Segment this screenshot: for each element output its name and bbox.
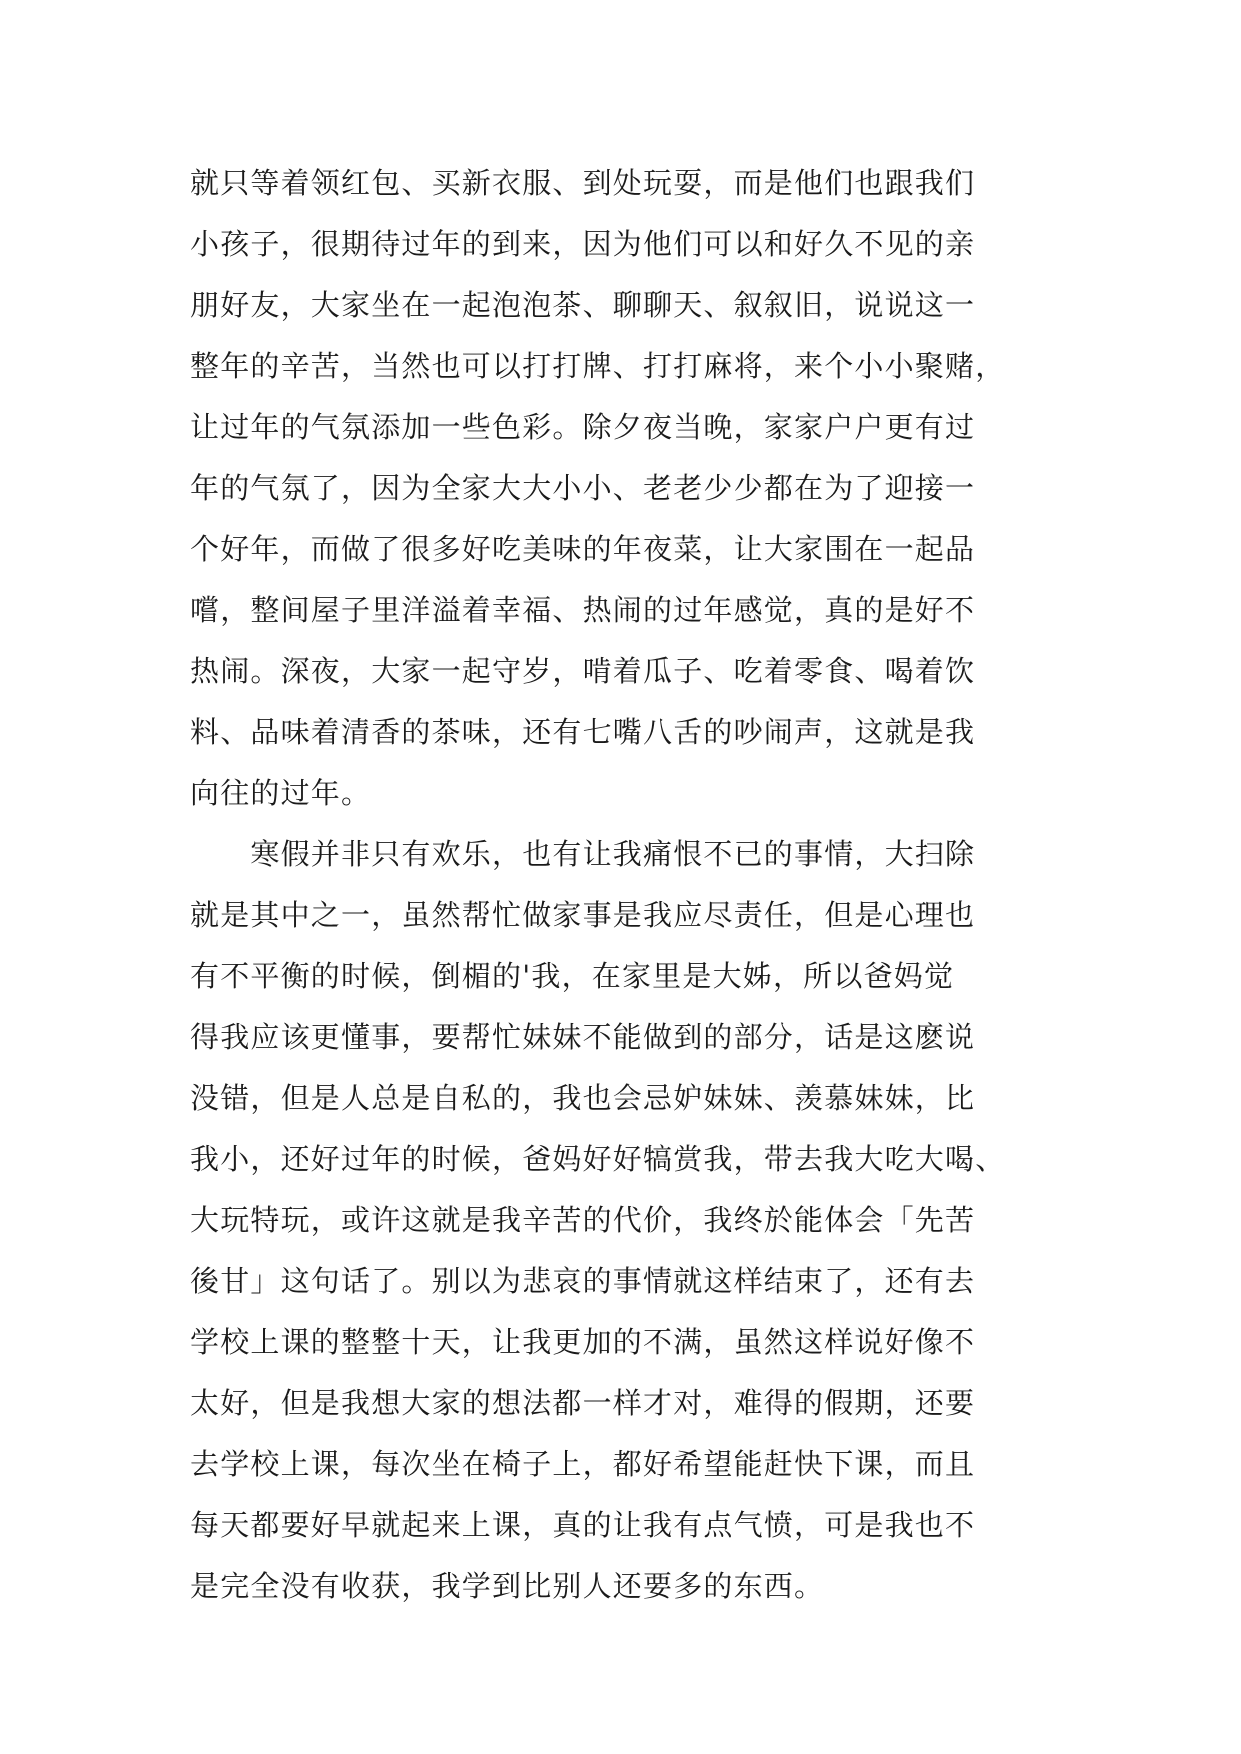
text-line: 个好年，而做了很多好吃美味的年夜菜，让大家围在一起品 bbox=[190, 532, 976, 566]
text-line: 嚐，整间屋子里洋溢着幸福、热闹的过年感觉，真的是好不 bbox=[190, 593, 976, 627]
text-line: 朋好友，大家坐在一起泡泡茶、聊聊天、叙叙旧，说说这一 bbox=[190, 288, 976, 322]
text-line: 热闹。深夜，大家一起守岁，啃着瓜子、吃着零食、喝着饮 bbox=[190, 654, 976, 688]
text-line: 向往的过年。 bbox=[190, 776, 372, 810]
text-line: 年的气氛了，因为全家大大小小、老老少少都在为了迎接一 bbox=[190, 471, 976, 505]
text-line: 我小，还好过年的时候，爸妈好好犒赏我，带去我大吃大喝、 bbox=[190, 1142, 1006, 1176]
text-line: 就只等着领红包、买新衣服、到处玩耍，而是他们也跟我们 bbox=[190, 166, 976, 200]
text-line: 去学校上课，每次坐在椅子上，都好希望能赶快下课，而且 bbox=[190, 1447, 976, 1481]
text-line: 是完全没有收获，我学到比别人还要多的东西。 bbox=[190, 1569, 825, 1603]
body-text bbox=[190, 153, 1060, 1617]
text-line: 整年的辛苦，当然也可以打打牌、打打麻将，来个小小聚赌， bbox=[190, 349, 1006, 383]
text-line: 就是其中之一，虽然帮忙做家事是我应尽责任，但是心理也 bbox=[190, 898, 976, 932]
text-line: 後甘」这句话了。别以为悲哀的事情就这样结束了，还有去 bbox=[190, 1264, 976, 1298]
text-line: 寒假并非只有欢乐，也有让我痛恨不已的事情，大扫除 bbox=[190, 837, 976, 871]
text-line: 得我应该更懂事，要帮忙妹妹不能做到的部分，话是这麽说 bbox=[190, 1020, 976, 1054]
text-line: 学校上课的整整十天，让我更加的不满，虽然这样说好像不 bbox=[190, 1325, 976, 1359]
text-line: 大玩特玩，或许这就是我辛苦的代价，我终於能体会「先苦 bbox=[190, 1203, 976, 1237]
text-line: 太好，但是我想大家的想法都一样才对，难得的假期，还要 bbox=[190, 1386, 976, 1420]
text-line: 料、品味着清香的茶味，还有七嘴八舌的吵闹声，这就是我 bbox=[190, 715, 976, 749]
text-line: 每天都要好早就起来上课，真的让我有点气愤，可是我也不 bbox=[190, 1508, 976, 1542]
text-line: 没错，但是人总是自私的，我也会忌妒妹妹、羡慕妹妹，比 bbox=[190, 1081, 976, 1115]
text-line: 让过年的气氛添加一些色彩。除夕夜当晚，家家户户更有过 bbox=[190, 410, 976, 444]
text-line: 小孩子，很期待过年的到来，因为他们可以和好久不见的亲 bbox=[190, 227, 976, 261]
text-line: 有不平衡的时候，倒楣的'我，在家里是大姊，所以爸妈觉 bbox=[190, 959, 955, 993]
